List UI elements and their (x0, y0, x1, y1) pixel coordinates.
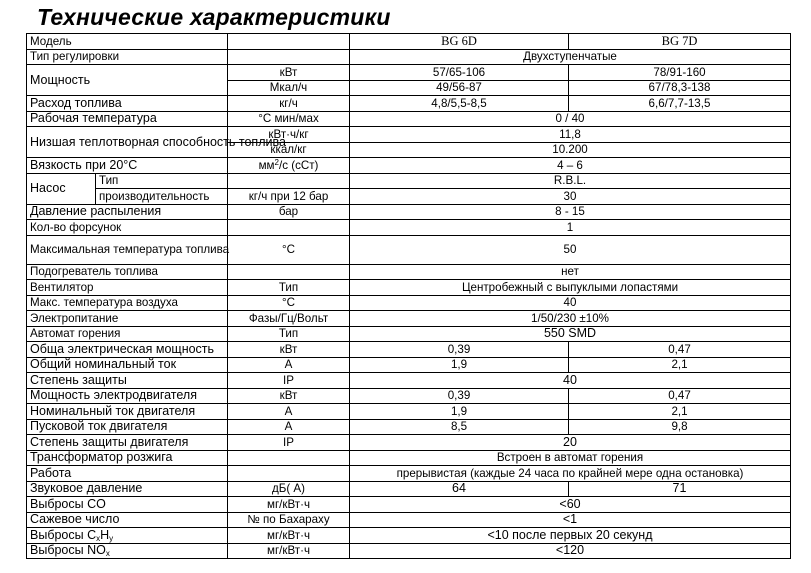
table-row (27, 111, 791, 127)
table-row (27, 466, 791, 482)
row-value-bg7d: 0,47 (569, 388, 791, 404)
row-value-bg6d: 8,5 (350, 419, 569, 435)
row-value: 50 (350, 235, 791, 264)
row-value: 1 (350, 220, 791, 236)
row-value: 10.200 (350, 142, 791, 158)
table-row (27, 357, 791, 373)
row-label: Обща электрическая мощность (27, 342, 228, 358)
row-unit: IP (228, 435, 350, 451)
row-value: <1 (350, 512, 791, 528)
row-unit: кг/ч (228, 96, 350, 112)
table-row (27, 220, 791, 236)
row-unit: °C мин/мах (228, 111, 350, 127)
row-value: 550 SMD (350, 326, 791, 342)
row-label: Трансформатор розжига (27, 450, 228, 466)
table-row (27, 280, 791, 296)
row-unit: °C (228, 295, 350, 311)
table-row (27, 528, 791, 544)
row-unit: мг/кВт·ч (228, 543, 350, 559)
row-label: Давление распыления (27, 204, 228, 220)
row-unit: Фазы/Гц/Вольт (228, 311, 350, 327)
row-label: Рабочая температура (27, 111, 228, 127)
row-value: 30 (350, 189, 791, 205)
table-row (27, 204, 791, 220)
table-row (27, 512, 791, 528)
row-value-bg7d: 9,8 (569, 419, 791, 435)
table-row (27, 342, 791, 358)
row-unit: мг/кВт·ч (228, 528, 350, 544)
row-value-bg7d: 78/91-160 (569, 65, 791, 81)
row-label: Выбросы CO (27, 497, 228, 513)
header-model: Модель (27, 34, 228, 50)
row-value-bg7d: 71 (569, 481, 791, 497)
row-label: Звуковое давление (27, 481, 228, 497)
row-sublabel: производительность (96, 189, 228, 205)
row-unit: A (228, 419, 350, 435)
row-value-bg7d: 6,6/7,7-13,5 (569, 96, 791, 112)
row-unit: Тип (228, 280, 350, 296)
row-label: Номинальный ток двигателя (27, 404, 228, 420)
row-value: 8 - 15 (350, 204, 791, 220)
table-row (27, 435, 791, 451)
row-value: нет (350, 264, 791, 280)
table-row (27, 158, 791, 174)
header-bg6d: BG 6D (350, 34, 569, 50)
row-value-bg7d: 2,1 (569, 404, 791, 420)
table-row (27, 326, 791, 342)
row-unit: °C (228, 235, 350, 264)
table-row (27, 497, 791, 513)
row-value-bg7d: 0,47 (569, 342, 791, 358)
row-value-bg6d: 1,9 (350, 357, 569, 373)
row-value-bg7d: 2,1 (569, 357, 791, 373)
row-sublabel: Тип (96, 173, 228, 189)
table-row (27, 235, 791, 264)
row-value: 0 / 40 (350, 111, 791, 127)
table-row (27, 189, 791, 205)
row-label: Электропитание (27, 311, 228, 327)
row-value-bg6d: 49/56-87 (350, 80, 569, 96)
row-label: Насос (27, 173, 96, 204)
table-row (27, 404, 791, 420)
row-value-bg6d: 0,39 (350, 388, 569, 404)
row-unit: кВт (228, 342, 350, 358)
row-label: Мощность электродвигателя (27, 388, 228, 404)
row-value-bg6d: 4,8/5,5-8,5 (350, 96, 569, 112)
row-label: Тип регулировки (27, 49, 228, 65)
row-value: Центробежный с выпуклыми лопастями (350, 280, 791, 296)
row-unit: бар (228, 204, 350, 220)
row-label: Низшая теплотворная способность топлива (27, 127, 228, 158)
row-label: Вязкость при 20°C (27, 158, 228, 174)
table-row (27, 65, 791, 81)
table-row (27, 373, 791, 389)
table-row (27, 295, 791, 311)
row-value: 40 (350, 373, 791, 389)
table-row (27, 127, 791, 143)
row-unit: кВт (228, 388, 350, 404)
table-row (27, 49, 791, 65)
row-label: Сажевое число (27, 512, 228, 528)
row-value: 20 (350, 435, 791, 451)
table-row (27, 264, 791, 280)
row-value: 4 – 6 (350, 158, 791, 174)
row-value: <120 (350, 543, 791, 559)
row-label: Кол-во форсунок (27, 220, 228, 236)
spec-table (26, 33, 791, 559)
table-row (27, 481, 791, 497)
row-label: Автомат горения (27, 326, 228, 342)
row-unit: IP (228, 373, 350, 389)
row-label: Расход топлива (27, 96, 228, 112)
row-label: Подогреватель топлива (27, 264, 228, 280)
table-row (27, 450, 791, 466)
table-row (27, 173, 791, 189)
row-label: Выбросы $C_xH_y$ (27, 528, 228, 544)
row-unit: № по Бахараху (228, 512, 350, 528)
row-unit: дБ( A) (228, 481, 350, 497)
row-label: Макс. температура воздуха (27, 295, 228, 311)
row-label: Вентилятор (27, 280, 228, 296)
row-value: прерывистая (каждые 24 часа по крайней мере одна остановка) (350, 466, 791, 482)
row-unit: кВт (228, 65, 350, 81)
row-value: 40 (350, 295, 791, 311)
row-unit: $мм^2/с$ (сСт) (228, 158, 350, 174)
row-unit: кг/ч при 12 бар (228, 189, 350, 205)
row-value-bg6d: 0,39 (350, 342, 569, 358)
row-unit: мг/кВт·ч (228, 497, 350, 513)
row-label: Мощность (27, 65, 228, 96)
row-value: 11,8 (350, 127, 791, 143)
row-value: R.B.L. (350, 173, 791, 189)
row-value-bg6d: 1,9 (350, 404, 569, 420)
header-bg7d: BG 7D (569, 34, 791, 50)
page-title: Технические характеристики (37, 4, 391, 30)
row-value: Встроен в автомат горения (350, 450, 791, 466)
table-row (27, 543, 791, 559)
row-value-bg6d: 64 (350, 481, 569, 497)
row-value: 1/50/230 ±10% (350, 311, 791, 327)
table-row (27, 96, 791, 112)
row-unit: Мкал/ч (228, 80, 350, 96)
row-label: Максимальная температура топлива (27, 235, 228, 264)
table-row (27, 419, 791, 435)
row-label: Пусковой ток двигателя (27, 419, 228, 435)
row-label: Степень защиты двигателя (27, 435, 228, 451)
row-label: Общий номинальный ток (27, 357, 228, 373)
row-unit: A (228, 357, 350, 373)
row-value: <60 (350, 497, 791, 513)
row-label: Степень защиты (27, 373, 228, 389)
table-row (27, 34, 791, 50)
row-value: Двухступенчатые (350, 49, 791, 65)
row-value-bg6d: 57/65-106 (350, 65, 569, 81)
table-row (27, 388, 791, 404)
row-unit: Тип (228, 326, 350, 342)
row-label: Выбросы $NO_x$ (27, 543, 228, 559)
row-unit: A (228, 404, 350, 420)
row-value-bg7d: 67/78,3-138 (569, 80, 791, 96)
row-unit: ккал/кг (228, 142, 350, 158)
table-row (27, 311, 791, 327)
row-unit: кВт·ч/кг (228, 127, 350, 143)
row-label: Работа (27, 466, 228, 482)
row-value: <10 после первых 20 секунд (350, 528, 791, 544)
